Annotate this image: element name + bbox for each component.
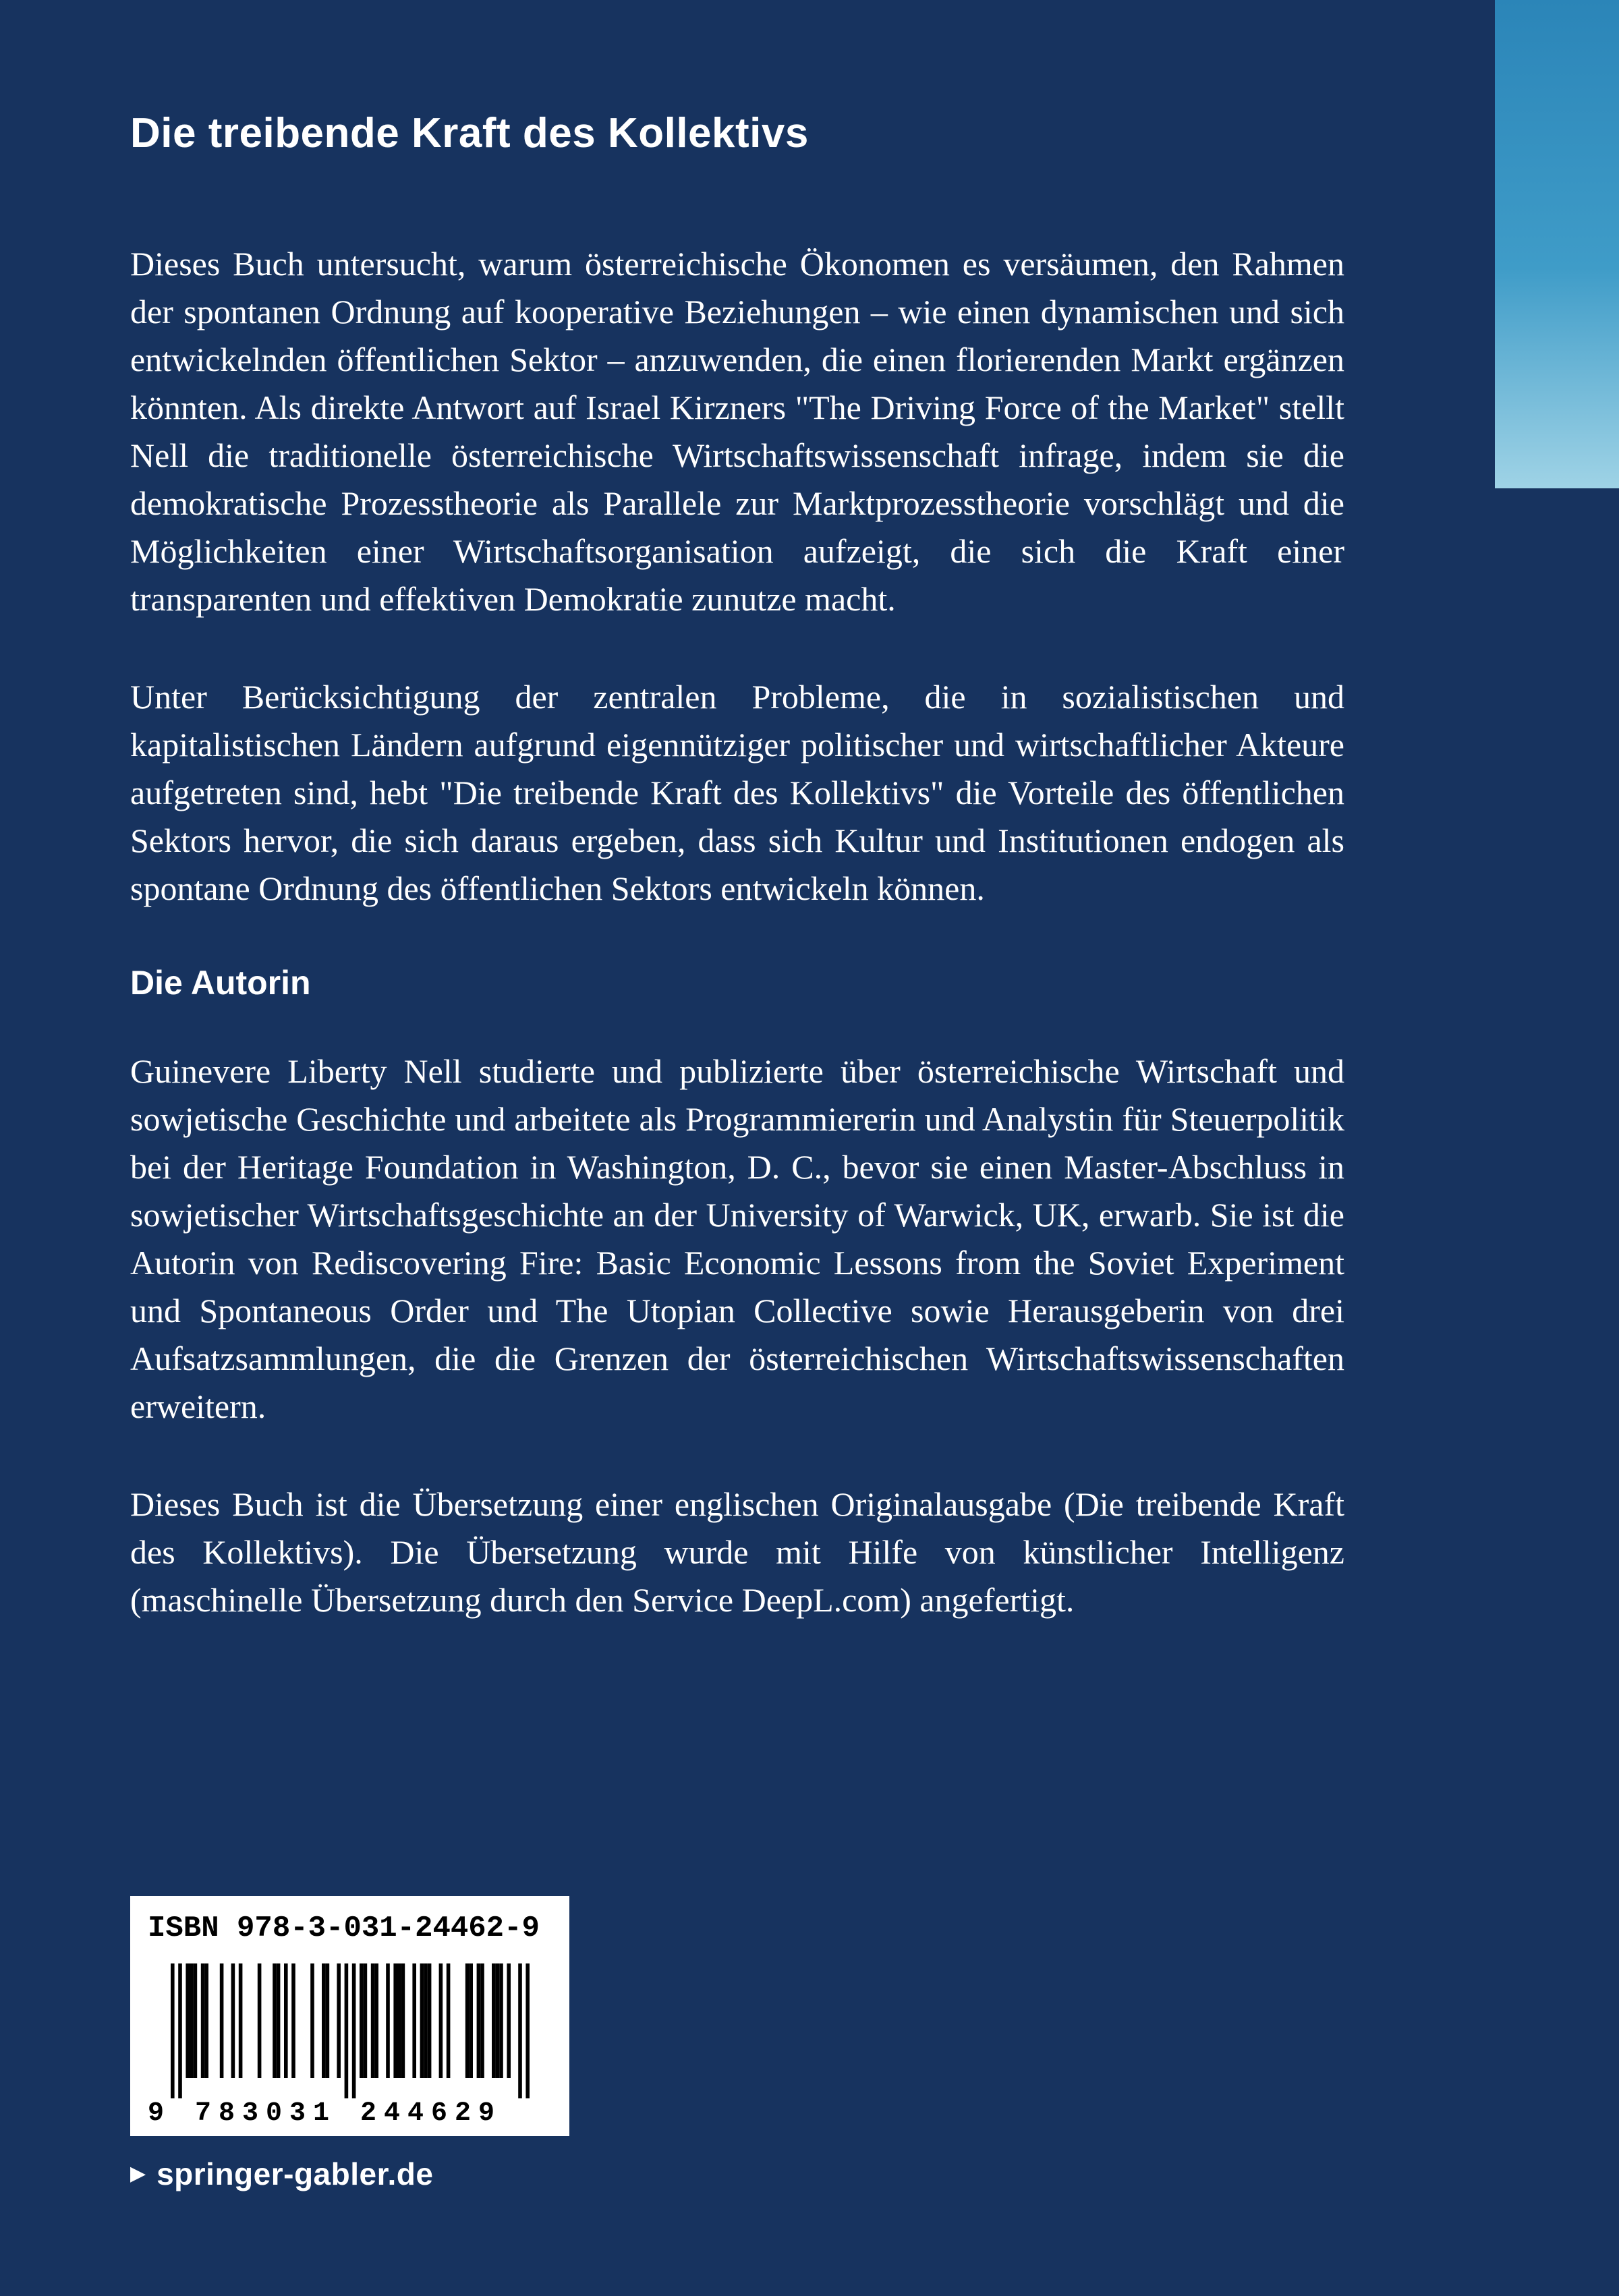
back-cover-text-block [130,107,1344,1674]
synopsis-paragraph-2: Unter Berücksichtigung der zentralen Probleme, die in sozialistischen und kapitalistischen Ländern aufgrund eigennütziger politischer und wirtschaftlicher Akteure aufgetreten sind, hebt "Die treibende Kraft des Kollektivs" die Vorteile des öffentlichen Sektors hervor, die sich daraus ergeben, dass sich Kultur und Institutionen endogen als spontane Ordnung des öffentlichen Sektors entwickeln können. [130,678,1344,907]
arrow-icon: ▶ [130,2162,146,2185]
ean13-barcode-icon [171,1963,530,2098]
barcode-digits: 9 783031 244629 [148,2098,503,2129]
translation-note: Dieses Buch ist die Übersetzung einer englischen Originalausgabe (Die treibende Kraft des Kollektivs). Die Übersetzung wurde mit Hilfe von künstlicher Intelligenz (maschinelle Übersetzung durch den Service DeepL.com) angefertigt. [130,1485,1344,1619]
publisher-footer [130,2156,433,2192]
corner-accent-bar [1495,0,1619,488]
author-bio: Guinevere Liberty Nell studierte und publizierte über österreichische Wirtschaft und sowjetische Geschichte und arbeitete als Programmiererin und Analystin für Steuerpolitik bei der Heritage Foundation in Washington, D. C., bevor sie einen Master-Abschluss in sowjetischer Wirtschaftsgeschichte an der University of Warwick, UK, erwarb. Sie ist die Autorin von Rediscovering Fire: Basic Economic Lessons from the Soviet Experiment und Spontaneous Order und The Utopian Collective sowie Herausgeberin von drei Aufsatzsammlungen, die die Grenzen der österreichischen Wirtschaftswissenschaften erweitern. [130,1052,1344,1425]
publisher-url: springer-gabler.de [157,2156,434,2191]
synopsis-paragraph-1: Dieses Buch untersucht, warum österreichische Ökonomen es versäumen, den Rahmen der spontanen Ordnung auf kooperative Beziehungen – wie einen dynamischen und sich entwickelnden öffentlichen Sektor – anzuwenden, die einen florierenden Markt ergänzen könnten. Als direkte Antwort auf Israel Kirzners "The Driving Force of the Market" stellt Nell die traditionelle österreichische Wirtschaftswissenschaft infrage, indem sie die demokratische Prozesstheorie als Parallele zur Marktprozesstheorie vorschlägt und die Möglichkeiten einer Wirtschaftsorganisation aufzeigt, die sich die Kraft einer transparenten und effektiven Demokratie zunutze macht. [130,245,1344,618]
author-heading: Die Autorin [130,964,311,1002]
isbn-block [130,1896,569,2136]
isbn-label: ISBN 978-3-031-24462-9 [148,1912,540,1945]
book-title: Die treibende Kraft des Kollektivs [130,110,809,156]
